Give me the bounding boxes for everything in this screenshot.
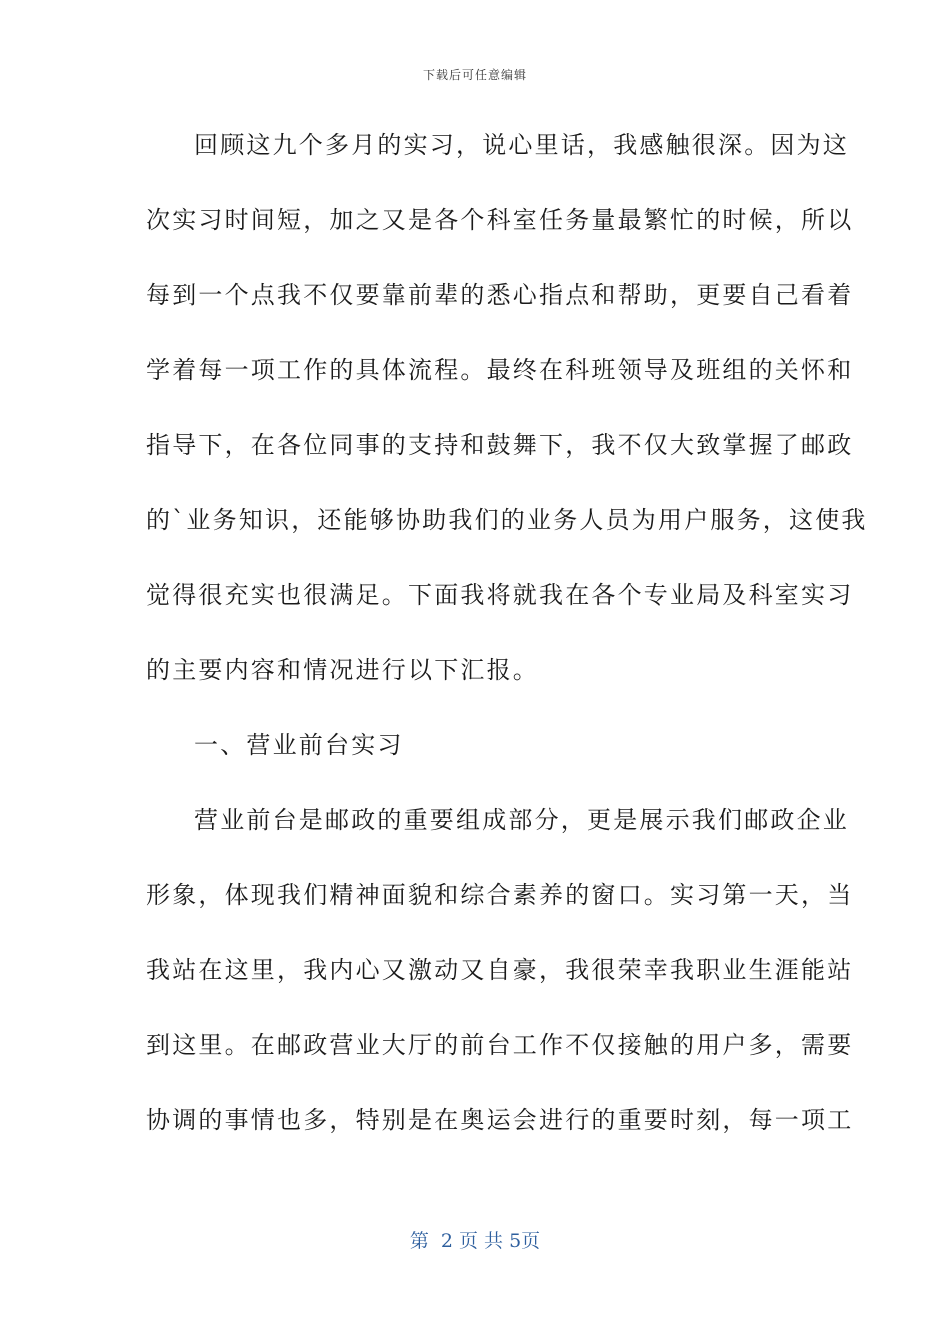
page-number: 第 2 页 共 5页 (409, 1230, 541, 1252)
paragraph-line: 次实习时间短，加之又是各个科室任务量最繁忙的时候，所以 (146, 206, 854, 234)
paragraph-line: 觉得很充实也很满足。下面我将就我在各个专业局及科室实习 (146, 581, 854, 609)
paragraph-line: 每到一个点我不仅要靠前辈的悉心指点和帮助，更要自己看着 (146, 281, 854, 309)
paragraph-line: 的`业务知识，还能够协助我们的业务人员为用户服务，这使我 (146, 506, 868, 534)
page-header: 下载后可任意编辑 (422, 68, 527, 82)
paragraph-line: 协调的事情也多，特别是在奥运会进行的重要时刻，每一项工 (146, 1106, 854, 1134)
paragraph-line: 回顾这九个多月的实习，说心里话，我感触很深。因为这 (194, 131, 849, 159)
paragraph-line: 学着每一项工作的具体流程。最终在科班领导及班组的关怀和 (146, 356, 854, 384)
paragraph-line: 我站在这里，我内心又激动又自豪，我很荣幸我职业生涯能站 (146, 956, 854, 984)
paragraph-line: 到这里。在邮政营业大厅的前台工作不仅接触的用户多，需要 (146, 1031, 854, 1059)
paragraph-line: 的主要内容和情况进行以下汇报。 (146, 656, 539, 684)
paragraph-line: 指导下，在各位同事的支持和鼓舞下，我不仅大致掌握了邮政 (146, 431, 854, 459)
paragraph-line: 形象，体现我们精神面貌和综合素养的窗口。实习第一天，当 (146, 881, 854, 909)
section-heading: 一、营业前台实习 (194, 731, 404, 759)
paragraph-line: 营业前台是邮政的重要组成部分，更是展示我们邮政企业 (194, 806, 849, 834)
document-body (146, 120, 868, 1170)
